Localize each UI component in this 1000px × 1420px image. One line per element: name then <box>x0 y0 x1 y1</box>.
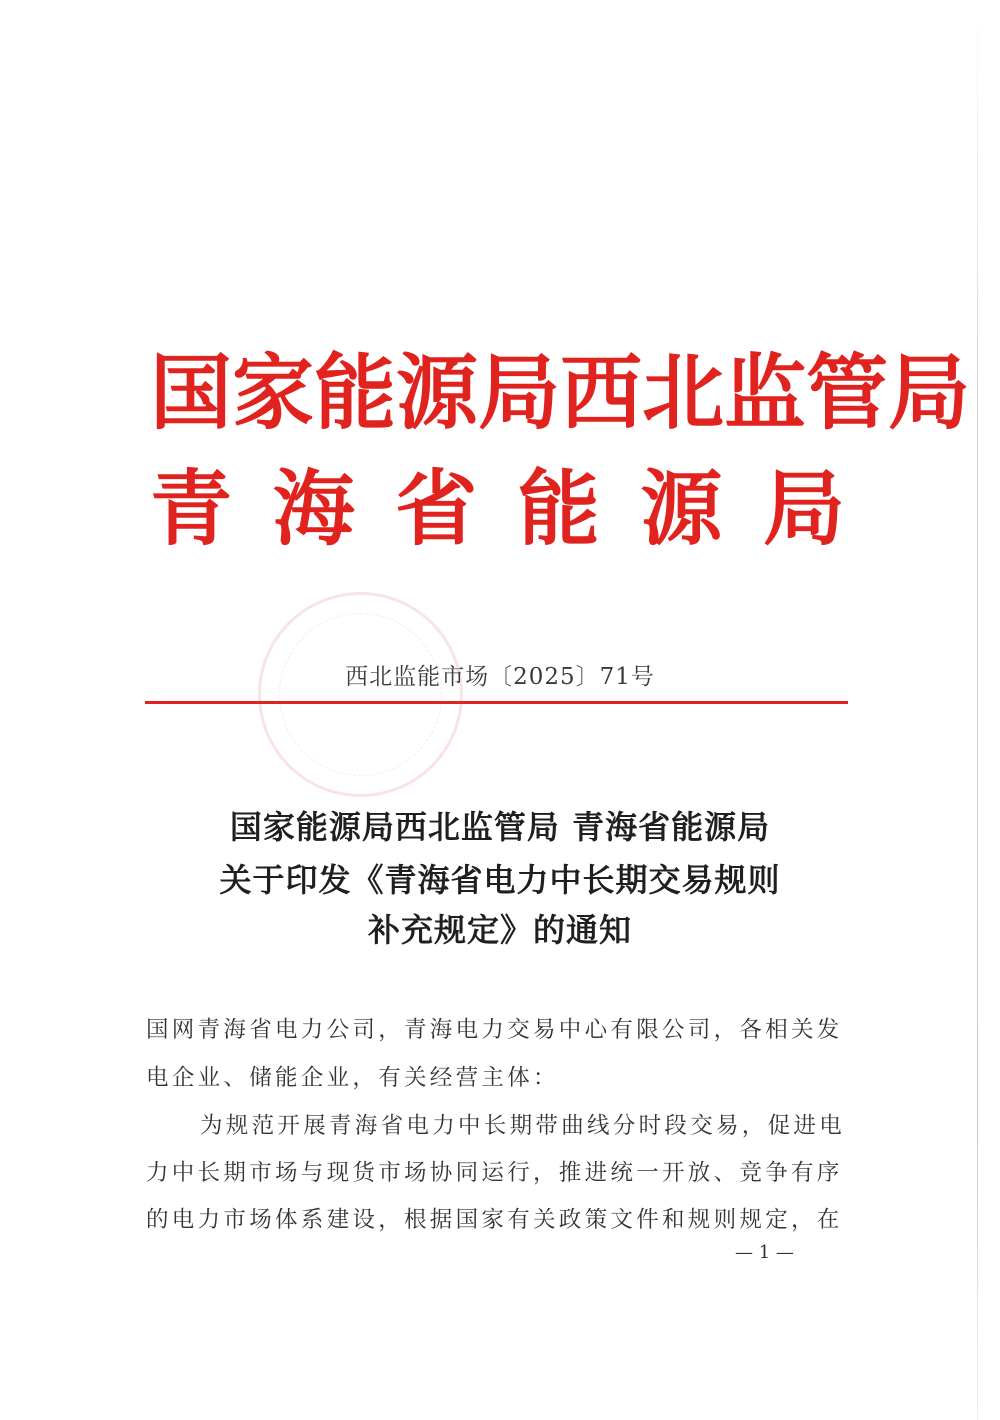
header-char: 局 <box>762 461 845 557</box>
scan-edge-shadow <box>977 0 978 1420</box>
header-char: 北 <box>642 345 725 441</box>
notice-title-line-3: 补充规定》的通知 <box>367 911 632 949</box>
body-line-2: 电企业、储能企业，有关经营主体： <box>146 1065 559 1091</box>
header-char: 省 <box>395 461 478 557</box>
header-char: 局 <box>888 345 971 441</box>
header-char: 青 <box>150 461 233 557</box>
header-char: 源 <box>640 461 723 557</box>
red-divider-rule <box>145 701 848 704</box>
issuer-header-line-1 <box>150 345 971 441</box>
header-char: 局 <box>478 345 561 441</box>
header-char: 监 <box>724 345 807 441</box>
header-char: 管 <box>806 345 889 441</box>
body-line-4: 力中长期市场与现货市场协同运行，推进统一开放、竞争有序 <box>146 1160 843 1186</box>
notice-title-line-2: 关于印发《青海省电力中长期交易规则 <box>219 861 781 899</box>
body-line-5: 的电力市场体系建设，根据国家有关政策文件和规则规定，在 <box>146 1207 843 1233</box>
header-char: 源 <box>396 345 479 441</box>
faint-seal-stamp <box>258 592 463 797</box>
document-number: 西北监能市场〔2025〕71号 <box>345 664 655 690</box>
body-line-1: 国网青海省电力公司，青海电力交易中心有限公司，各相关发 <box>146 1017 843 1043</box>
header-char: 海 <box>272 461 355 557</box>
page-number: — 1 — <box>735 1242 794 1263</box>
header-char: 西 <box>560 345 643 441</box>
notice-title-line-1: 国家能源局西北监管局 青海省能源局 <box>229 808 771 846</box>
header-char: 能 <box>314 345 397 441</box>
header-char: 家 <box>232 345 315 441</box>
issuer-header-line-2 <box>150 461 845 557</box>
header-char: 能 <box>517 461 600 557</box>
header-char: 国 <box>150 345 233 441</box>
body-line-3: 为规范开展青海省电力中长期带曲线分时段交易，促进电 <box>200 1113 846 1139</box>
